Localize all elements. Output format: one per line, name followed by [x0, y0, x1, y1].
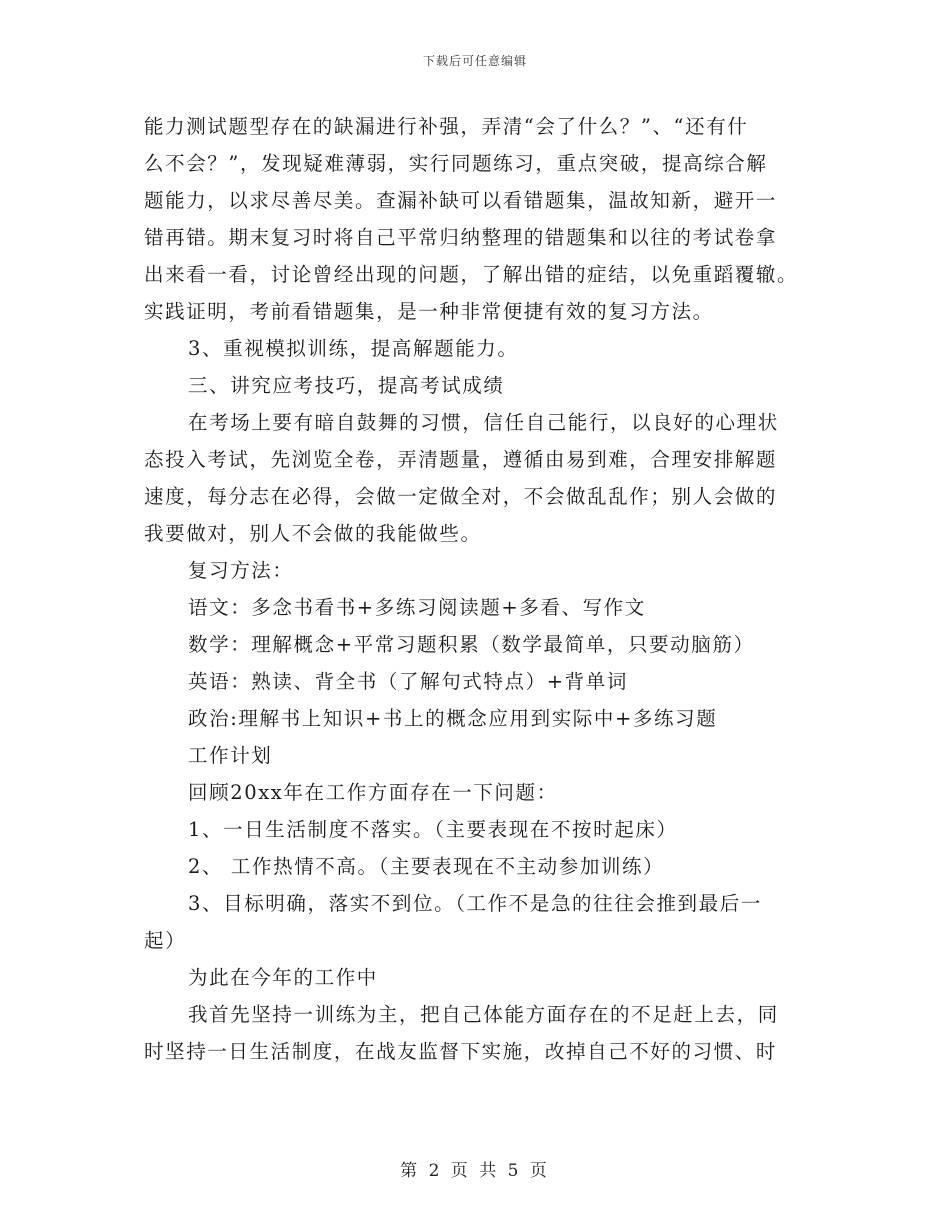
text-line: 数学：理解概念+平常习题积累（数学最简单，只要动脑筋） [188, 633, 755, 656]
text-line: 能力测试题型存在的缺漏进行补强，弄清“会了什么？”、“还有什 [144, 115, 749, 138]
text-line: 2、 工作热情不高。（主要表现在不主动参加训练） [188, 855, 665, 878]
section-heading: 三、讲究应考技巧，提高考试成绩 [188, 374, 505, 397]
text-line: 政治:理解书上知识+书上的概念应用到实际中+多练习题 [188, 707, 718, 730]
text-line: 为此在今年的工作中 [188, 966, 378, 989]
text-line: 么不会？”，发现疑难薄弱，实行同题练习，重点突破，提高综合解 [144, 152, 768, 175]
text-line: 速度，每分志在必得，会做一定做全对，不会做乱乱作；别人会做的 [144, 485, 778, 508]
text-line: 题能力，以求尽善尽美。查漏补缺可以看错题集，温故知新，避开一 [144, 189, 778, 212]
text-line: 起） [144, 929, 187, 952]
page-footer: 第 2 页 共 5 页 [400, 1161, 550, 1181]
text-line: 英语：熟读、背全书（了解句式特点）+背单词 [188, 670, 628, 693]
text-line: 回顾20xx年在工作方面存在一下问题： [188, 781, 558, 804]
page-header: 下载后可任意编辑 [422, 54, 527, 68]
text-line: 复习方法： [188, 559, 294, 582]
text-line: 错再错。期末复习时将自己平常归纳整理的错题集和以往的考试卷拿 [144, 226, 778, 249]
text-line: 出来看一看，讨论曾经出现的问题，了解出错的症结，以免重蹈覆辙。 [144, 263, 799, 286]
text-line: 1、一日生活制度不落实。（主要表现在不按时起床） [188, 818, 678, 841]
section-heading: 工作计划 [188, 744, 273, 767]
document-body [144, 108, 804, 1070]
text-line: 态投入考试，先浏览全卷，弄清题量，遵循由易到难，合理安排解题 [144, 448, 778, 471]
text-line: 时坚持一日生活制度，在战友监督下实施，改掉自己不好的习惯、时 [144, 1040, 778, 1063]
text-line: 实践证明，考前看错题集，是一种非常便捷有效的复习方法。 [144, 300, 714, 323]
text-line: 语文：多念书看书+多练习阅读题+多看、写作文 [188, 596, 646, 619]
text-line: 我要做对，别人不会做的我能做些。 [144, 522, 482, 545]
text-line: 我首先坚持一训练为主，把自己体能方面存在的不足赶上去，同 [188, 1003, 779, 1026]
text-line: 在考场上要有暗自鼓舞的习惯，信任自己能行，以良好的心理状 [188, 411, 779, 434]
text-line: 3、重视模拟训练，提高解题能力。 [188, 337, 519, 360]
text-line: 3、目标明确，落实不到位。（工作不是急的往往会推到最后一 [188, 892, 762, 915]
